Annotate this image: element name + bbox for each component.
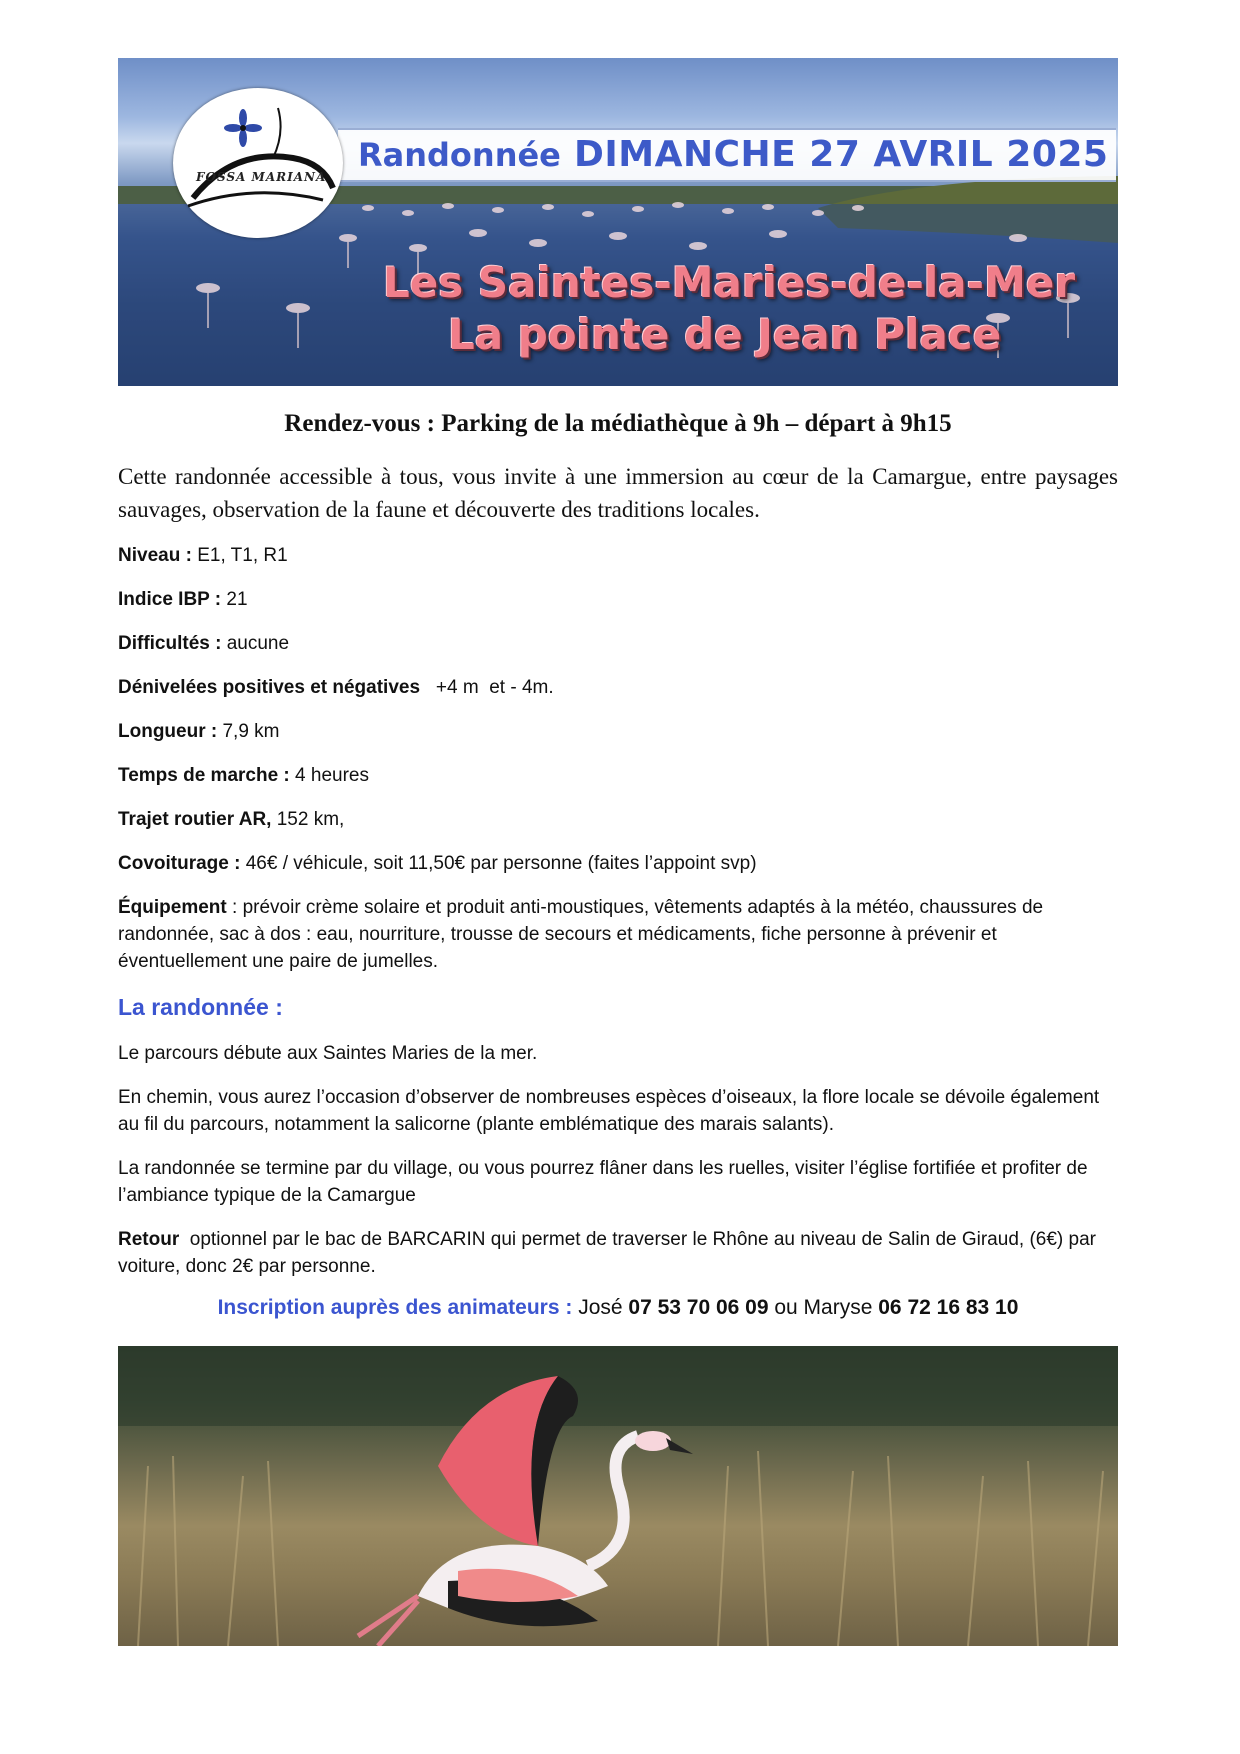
event-type: Randonnée [358, 136, 561, 174]
detail-label: Temps de marche : [118, 765, 290, 786]
intro-paragraph: Cette randonnée accessible à tous, vous invite à une immersion au cœur de la Camargue, entre paysages sauvages, observation de la faune et découverte des traditions locales. [118, 464, 1118, 522]
detail-level [118, 542, 1118, 569]
detail-label: Difficultés : [118, 633, 222, 654]
place-subtitle: La pointe de Jean Place [448, 310, 1002, 359]
detail-label: Indice IBP : [118, 589, 222, 610]
detail-label: Dénivelées positives et négatives [118, 677, 421, 698]
detail-ibp [118, 586, 1118, 613]
flamingo-scene [118, 1346, 1118, 1646]
detail-label: Longueur : [118, 721, 218, 742]
tree-line [118, 1346, 1118, 1426]
detail-road-trip [118, 806, 1118, 833]
contact-name-1: José [572, 1296, 629, 1319]
detail-difficulty [118, 630, 1118, 657]
logo-text: FOSSA MARIANA [196, 170, 327, 184]
return-label: Retour [118, 1229, 180, 1250]
detail-label: Niveau : [118, 545, 192, 566]
route-paragraph-3: La randonnée se termine par du village, ou vous pourrez flâner dans les ruelles, visiter l’église fortifiée et profiter de l’ambiance typique de la Camargue [118, 1158, 1088, 1206]
phone-1[interactable]: 07 53 70 06 09 [628, 1296, 769, 1319]
place-title: Les Saintes-Maries-de-la-Mer [383, 258, 1076, 307]
section-title: La randonnée : [118, 994, 283, 1020]
registration-line [118, 1296, 1118, 1320]
detail-carpool [118, 850, 1118, 877]
detail-equipment [118, 894, 1118, 975]
detail-value: +4 m et - 4m. [420, 677, 554, 698]
detail-value: : prévoir crème solaire et produit anti-moustiques, vêtements adaptés à la météo, chaussures de randonnée, sac à dos : eau, nourriture, trousse de secours et médicaments, fiche personne à prévenir et éventuellement une paire de jumelles. [118, 897, 1044, 972]
rendezvous-line: Rendez-vous : Parking de la médiathèque à 9h – départ à 9h15 [284, 410, 952, 437]
phone-2[interactable]: 06 72 16 83 10 [878, 1296, 1019, 1319]
logo-emblem [173, 88, 343, 238]
route-paragraph-2: En chemin, vous aurez l’occasion d’observer de nombreuses espèces d’oiseaux, la flore locale se dévoile également au fil du parcours, notamment la salicorne (plante emblématique des marais salants). [118, 1087, 1100, 1135]
detail-value: 152 km, [271, 809, 345, 830]
club-logo [173, 88, 343, 238]
event-date: DIMANCHE 27 AVRIL 2025 [574, 134, 1109, 175]
detail-value: aucune [221, 633, 290, 654]
detail-value: 46€ / véhicule, soit 11,50€ par personne (faites l’appoint svp) [240, 853, 757, 874]
route-paragraph-1: Le parcours débute aux Saintes Maries de la mer. [118, 1043, 538, 1064]
detail-length [118, 718, 1118, 745]
return-text: optionnel par le bac de BARCARIN qui permet de traverser le Rhône au niveau de Salin de Giraud, (6€) par voiture, donc 2€ par personne. [118, 1229, 1102, 1277]
detail-duration [118, 762, 1118, 789]
detail-label: Équipement [118, 897, 227, 918]
flamingo-photo [118, 1346, 1118, 1646]
header-banner [118, 58, 1118, 386]
detail-value: 4 heures [289, 765, 369, 786]
detail-value: E1, T1, R1 [191, 545, 288, 566]
contact-name-2: ou Maryse [768, 1296, 879, 1319]
detail-value: 21 [221, 589, 248, 610]
detail-label: Covoiturage : [118, 853, 241, 874]
return-paragraph [118, 1226, 1118, 1280]
detail-value: 7,9 km [217, 721, 280, 742]
detail-elevation [118, 674, 1118, 701]
registration-lead: Inscription auprès des animateurs : [217, 1296, 573, 1319]
detail-label: Trajet routier AR, [118, 809, 272, 830]
